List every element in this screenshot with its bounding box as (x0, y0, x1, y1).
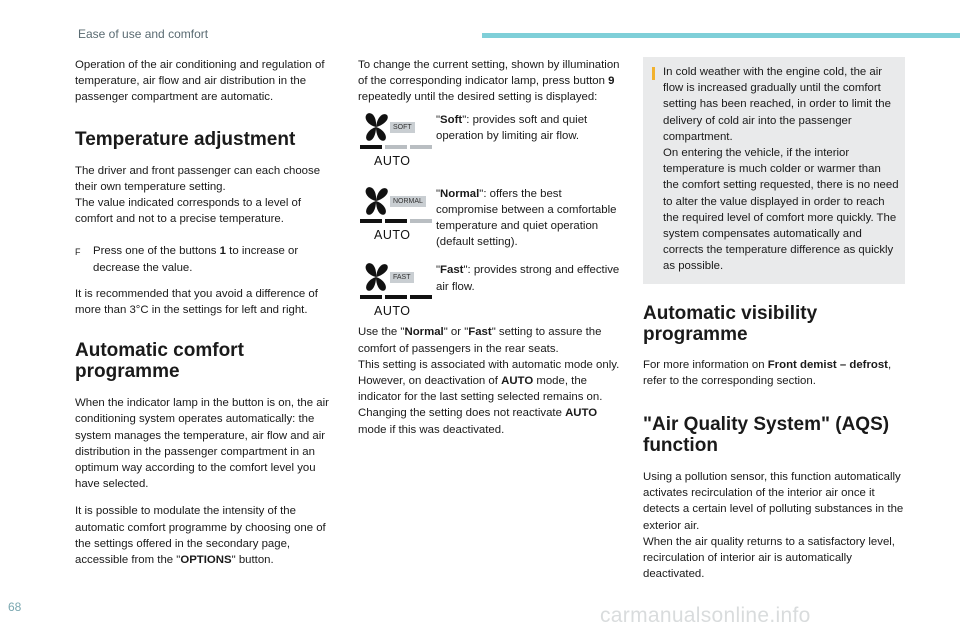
reactivate-paragraph: Changing the setting does not reactivate AUTO mode if this was deactivated. (358, 407, 598, 436)
mode-fast-description: "Fast": provides strong and effective air flow. (436, 264, 620, 293)
level-bars (360, 295, 432, 300)
level-bars (360, 145, 432, 150)
fan-icon (360, 262, 394, 292)
heading-air-quality-system: "Air Quality System" (AQS) function (643, 414, 890, 457)
mode-tag-fast: FAST (390, 272, 414, 283)
mode-soft (358, 112, 624, 174)
info-icon (643, 64, 663, 275)
auto-paragraph-1: When the indicator lamp in the button is on, the air conditioning system operates automatically: the system manages the temperature, air flow and air distribution in the passenger compartment in an optimum way according to the comfort level you have selected. (75, 397, 329, 491)
mode-normal (358, 186, 624, 251)
fan-icon (360, 112, 394, 142)
mode-soft-description: "Soft": provides soft and quiet operation by limiting air flow. (436, 113, 588, 142)
column-right (643, 57, 905, 582)
info-box (643, 57, 905, 284)
mode-fast (358, 262, 624, 324)
automatic-mode-paragraph: This setting is associated with automatic mode only. However, on deactivation of AUTO mode, the indicator for the last setting selected remains on. (358, 358, 620, 404)
info-paragraph-1: In cold weather with the engine cold, the air flow is increased gradually until the comfort setting has been reached, in order to limit the delivery of cold air into the passenger compartment. (663, 66, 891, 143)
column-middle (358, 57, 624, 438)
info-paragraph-2: On entering the vehicle, if the interior temperature is much colder or warmer than the comfort setting requested, there is no need to alter the value displayed in order to reach the required level of comfort more quickly. The system compensates automatically and corrects the temperature difference as quickly as possible. (663, 147, 899, 273)
page-number: 68 (8, 600, 22, 614)
watermark: carmanualsonline.info (600, 604, 811, 627)
heading-temperature-adjustment: Temperature adjustment (75, 128, 296, 150)
instruction-bullet: F Press one of the buttons 1 to increase or decrease the value. (75, 243, 337, 275)
auto-label: AUTO (374, 153, 411, 168)
mode-intro: To change the current setting, shown by illumination of the corresponding indicator lamp, press button 9 repeatedly until the desired setting is displayed: (358, 59, 620, 104)
section-title: Ease of use and comfort (78, 27, 209, 41)
intro-paragraph: Operation of the air conditioning and regulation of temperature, air flow and air distribution in the passenger compartment are automatic. (75, 59, 325, 104)
heading-automatic-comfort: Automatic comfort programme (75, 340, 244, 383)
column-left (75, 57, 337, 568)
mode-tag-soft: SOFT (390, 122, 415, 133)
fan-icon (360, 186, 394, 216)
auto-paragraph-2: It is possible to modulate the intensity of the automatic comfort programme by choosing one of the settings offered in the secondary page, accessible from the "OPTIONS" button. (75, 505, 326, 567)
heading-automatic-visibility: Automatic visibility programme (643, 302, 818, 345)
mode-normal-indicator (358, 186, 436, 248)
level-bars (360, 219, 432, 224)
aqs-paragraph-2: When the air quality returns to a satisfactory level, recirculation of interior air is automatically deactivated. (643, 535, 895, 581)
auto-label: AUTO (374, 227, 411, 242)
auto-label: AUTO (374, 304, 411, 319)
mode-fast-indicator (358, 262, 436, 324)
bullet-marker: F (75, 247, 81, 258)
mode-normal-description: "Normal": offers the best compromise between a comfortable temperature and quiet operation (default setting). (436, 187, 617, 249)
visibility-paragraph: For more information on Front demist – defrost, refer to the corresponding section. (643, 358, 892, 387)
aqs-paragraph-1: Using a pollution sensor, this function automatically activates recirculation of the interior air once it detects a certain level of polluting substances in the exterior air. (643, 471, 904, 532)
mode-soft-indicator (358, 112, 436, 174)
header-accent-bar (482, 33, 960, 38)
mode-tag-normal: NORMAL (390, 196, 426, 207)
temp-paragraph-1b: The value indicated corresponds to a level of comfort and not to a precise temperature. (75, 197, 302, 226)
rear-seats-paragraph: Use the "Normal" or "Fast" setting to assure the comfort of passengers in the rear seats. (358, 326, 602, 355)
button-number-1: 1 (219, 245, 226, 258)
temp-paragraph-1a: The driver and front passenger can each choose their own temperature setting. (75, 164, 321, 193)
temp-paragraph-2: It is recommended that you avoid a difference of more than 3°C in the settings for left and right. (75, 287, 318, 317)
